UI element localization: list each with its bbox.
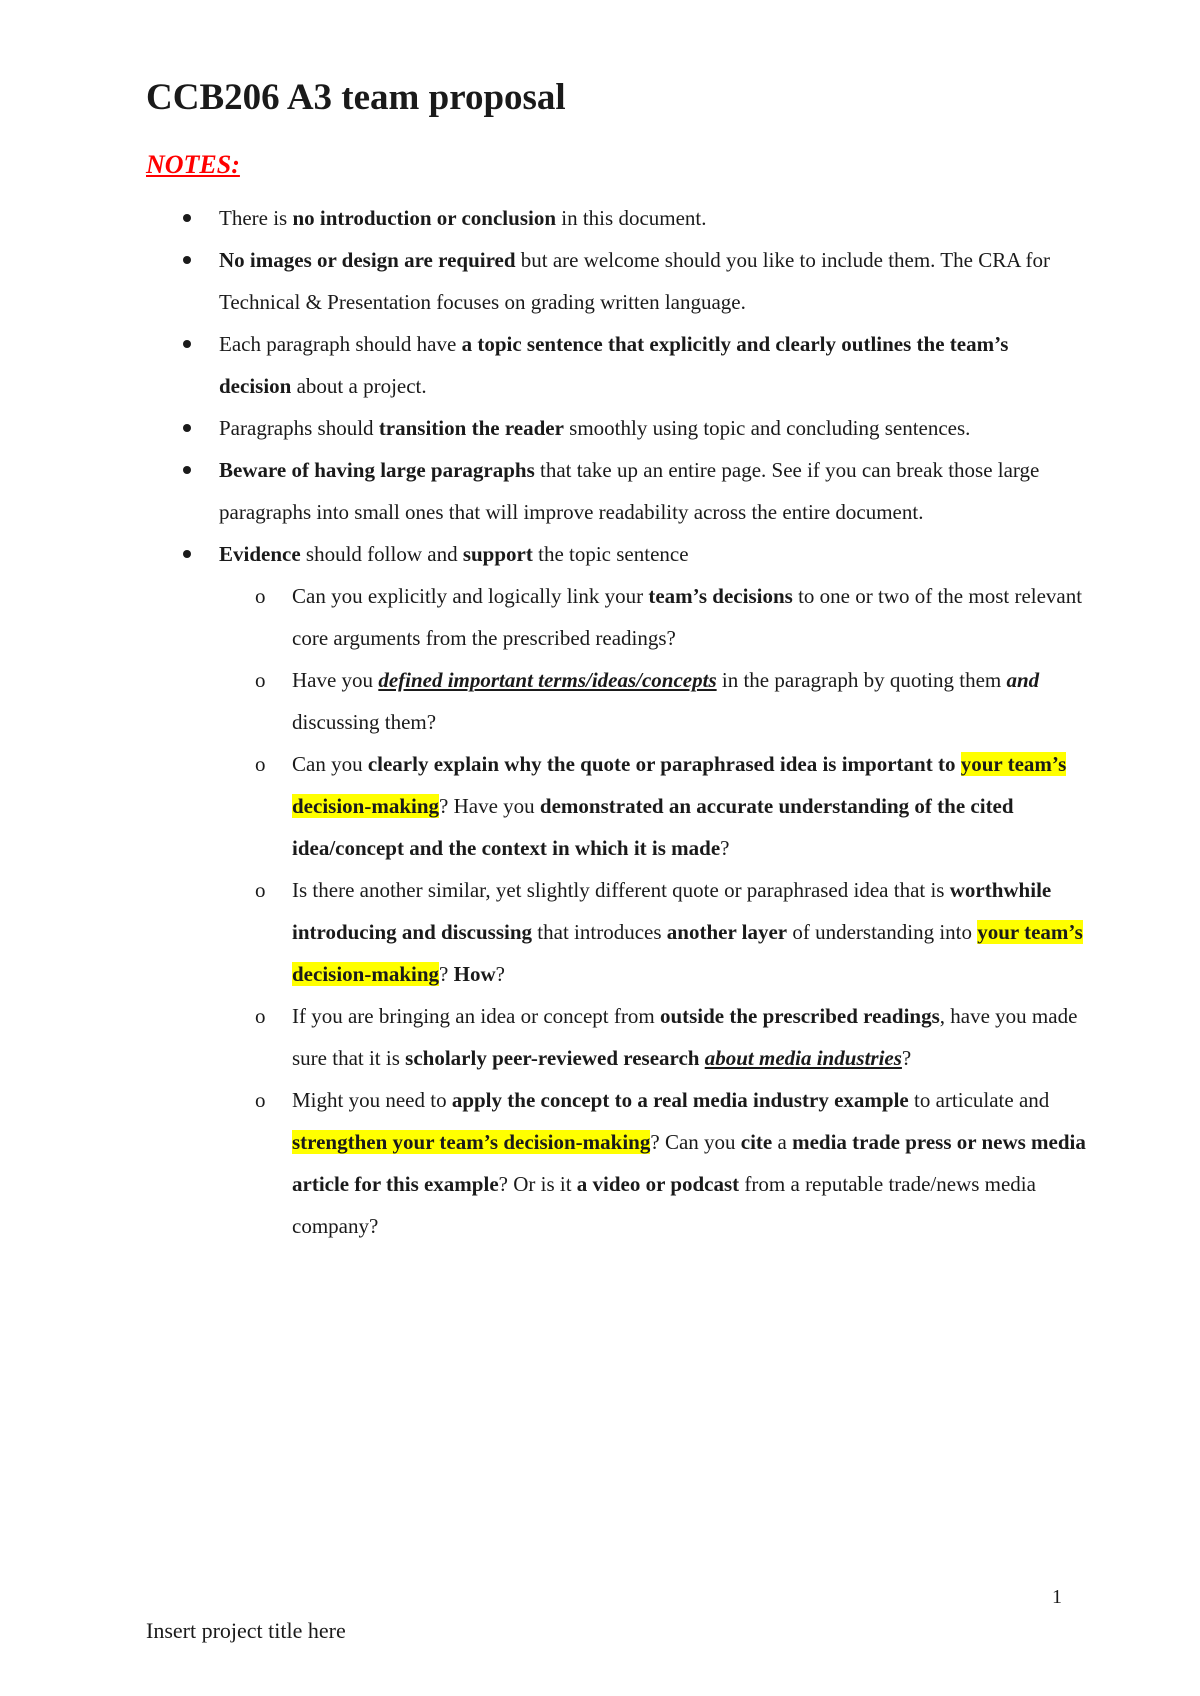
bullet-item [146, 407, 1086, 449]
text-run: Can you [292, 752, 368, 776]
text-run: There is [219, 206, 293, 230]
text-run: ? [901, 1046, 912, 1070]
bullet-item [146, 197, 1086, 239]
footer-project-title: Insert project title here [146, 1618, 346, 1643]
sub-bullet-item [219, 995, 1086, 1079]
text-run: ? Have you [439, 794, 540, 818]
highlighted-text: strengthen your team’s decision-making [292, 1130, 651, 1154]
text-run: a video or podcast [576, 1172, 740, 1196]
text-run: Have you [292, 668, 379, 692]
text-run: ? [495, 962, 505, 986]
text-run: Can you explicitly and logically link your [292, 584, 649, 608]
text-run: smoothly using topic and concluding sentences. [563, 416, 971, 440]
text-run: and [1006, 668, 1040, 692]
text-run: demonstrated an accurate understanding of the cited idea/concept and the context in which it is made [292, 794, 1014, 860]
text-run: support [462, 542, 533, 566]
text-run: Beware of having large paragraphs [219, 458, 535, 482]
text-run: ? Or is it [498, 1172, 577, 1196]
text-run: but are welcome should you like to include them. The CRA for Technical & Presentation focuses on grading written language. [219, 248, 1050, 314]
text-run: defined important terms/ideas/concepts [378, 668, 717, 692]
text-run: the topic sentence [532, 542, 689, 566]
bullet-item [146, 449, 1086, 533]
text-run: How [453, 962, 496, 986]
text-run: Is there another similar, yet slightly different quote or paraphrased idea that is [292, 878, 950, 902]
evidence-sub-list [219, 575, 1086, 1247]
text-run: media trade press or news media article for this example [292, 1130, 1086, 1196]
text-run: in this document. [556, 206, 707, 230]
text-run: no introduction or conclusion [292, 206, 557, 230]
text-run: Each paragraph should have [219, 332, 462, 356]
text-run: about a project. [291, 374, 427, 398]
text-run: to articulate and [908, 1088, 1050, 1112]
text-run: scholarly peer-reviewed research [405, 1046, 705, 1070]
text-run: If you are bringing an idea or concept from [292, 1004, 660, 1028]
text-run: , have you made sure that it is [292, 1004, 1078, 1070]
page-number: 1 [1052, 1586, 1062, 1608]
text-run: apply the concept to a real media industry example [451, 1088, 909, 1112]
text-run: from a reputable trade/news media company? [292, 1172, 1036, 1238]
text-run: clearly explain why the quote or paraphrased idea is important to [367, 752, 961, 776]
text-run: team’s decisions [648, 584, 793, 608]
bullet-text [219, 542, 689, 566]
text-run: No images or design are required [219, 248, 516, 272]
text-run: in the paragraph by quoting them [716, 668, 1007, 692]
text-run: a [772, 1130, 793, 1154]
text-run: discussing them? [292, 710, 437, 734]
text-run: about media industries [704, 1046, 902, 1070]
sub-bullet-item [219, 575, 1086, 659]
text-run: ? [439, 962, 454, 986]
notes-body [146, 197, 1086, 1247]
text-run: another layer [666, 920, 788, 944]
text-run: Paragraphs should [219, 416, 379, 440]
document-title: CCB206 A3 team proposal [146, 77, 566, 118]
bullet-item [146, 323, 1086, 407]
text-run: that take up an entire page. See if you can break those large paragraphs into small ones that will improve readability across the entire document. [219, 458, 1040, 524]
notes-heading: NOTES: [146, 150, 240, 179]
text-run: Evidence [219, 542, 301, 566]
sub-bullet-item [219, 743, 1086, 869]
notes-list [146, 197, 1086, 1247]
text-run: worthwhile introducing and discussing [292, 878, 1052, 944]
highlighted-text: your team’s decision-making [292, 920, 1083, 986]
bullet-item [146, 239, 1086, 323]
text-run: to one or two of the most relevant core arguments from the prescribed readings? [292, 584, 1083, 650]
text-run: of understanding into [787, 920, 978, 944]
text-run: ? Can you [650, 1130, 741, 1154]
highlighted-text: your team’s decision-making [292, 752, 1067, 818]
text-run: transition the reader [378, 416, 564, 440]
text-run: should follow and [300, 542, 463, 566]
text-run: outside the prescribed readings [659, 1004, 940, 1028]
bullet-item-evidence [146, 533, 1086, 1247]
sub-bullet-item [219, 659, 1086, 743]
text-run: Might you need to [292, 1088, 452, 1112]
text-run: cite [740, 1130, 773, 1154]
sub-bullet-item [219, 1079, 1086, 1247]
text-run: ? [720, 836, 730, 860]
sub-bullet-item [219, 869, 1086, 995]
text-run: that introduces [532, 920, 667, 944]
text-run: a topic sentence that explicitly and clearly outlines the team’s decision [219, 332, 1009, 398]
